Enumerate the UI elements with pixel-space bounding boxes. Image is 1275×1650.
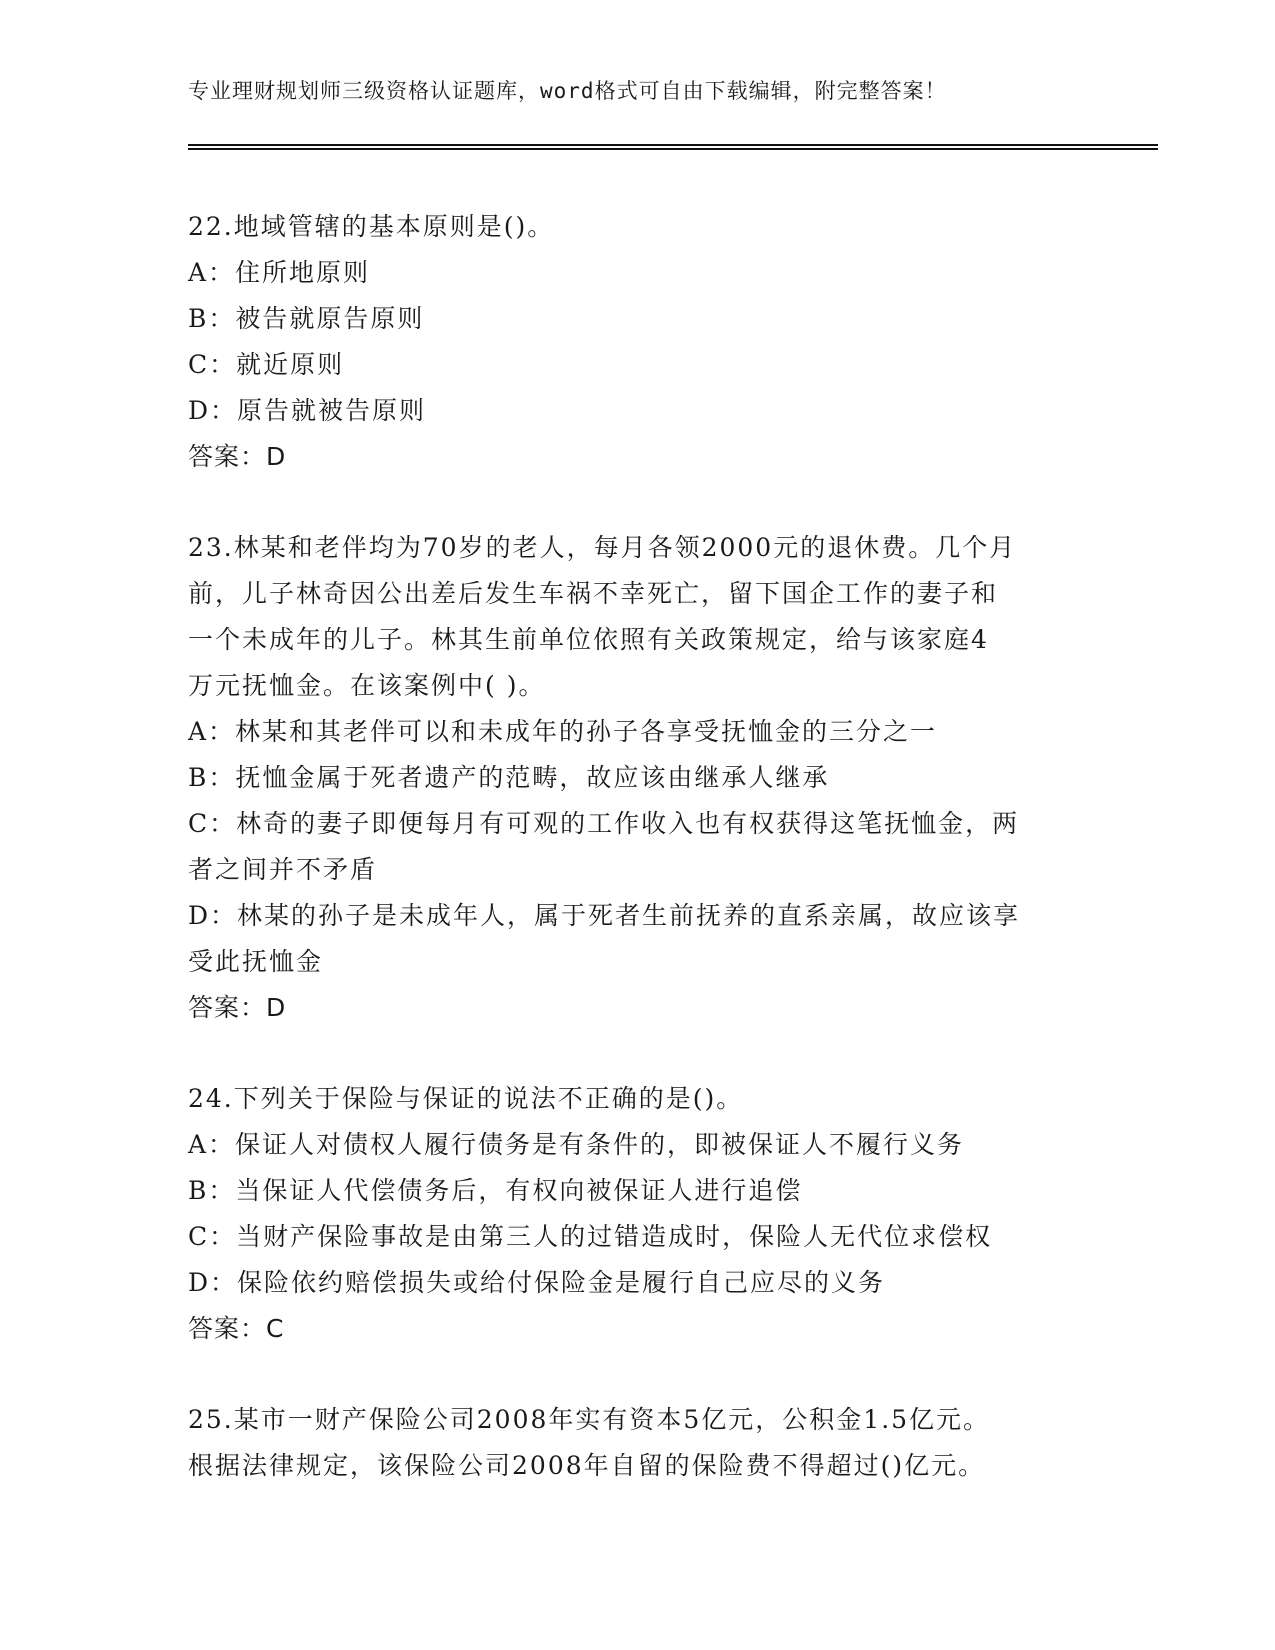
option-c: C：当财产保险事故是由第三人的过错造成时，保险人无代位求偿权 bbox=[188, 1222, 993, 1251]
question-list bbox=[188, 204, 1088, 1534]
question-stem: 25.某市一财产保险公司2008年实有资本5亿元，公积金1.5亿元。 bbox=[188, 1405, 991, 1434]
question-stem: 前，儿子林奇因公出差后发生车祸不幸死亡，留下国企工作的妻子和 bbox=[188, 579, 999, 608]
option-d-continued: 受此抚恤金 bbox=[188, 947, 324, 976]
question-25 bbox=[188, 1397, 1088, 1489]
question-24 bbox=[188, 1076, 1088, 1352]
option-a: A：住所地原则 bbox=[188, 258, 371, 287]
option-a: A：林某和其老伴可以和未成年的孙子各享受抚恤金的三分之一 bbox=[188, 717, 938, 746]
option-b: B：当保证人代偿债务后，有权向被保证人进行追偿 bbox=[188, 1176, 803, 1205]
answer-label: 答案：D bbox=[188, 442, 287, 471]
question-stem: 24.下列关于保险与保证的说法不正确的是()。 bbox=[188, 1084, 744, 1113]
answer-label: 答案：C bbox=[188, 1314, 285, 1343]
option-b: B：抚恤金属于死者遗产的范畴，故应该由继承人继承 bbox=[188, 763, 830, 792]
question-stem: 一个未成年的儿子。林其生前单位依照有关政策规定，给与该家庭4 bbox=[188, 625, 989, 654]
option-d: D：原告就被告原则 bbox=[188, 396, 427, 425]
header-divider bbox=[188, 144, 1158, 150]
question-stem: 22.地域管辖的基本原则是()。 bbox=[188, 212, 555, 241]
question-23 bbox=[188, 525, 1088, 1031]
option-c-continued: 者之间并不矛盾 bbox=[188, 855, 378, 884]
question-stem: 万元抚恤金。在该案例中( )。 bbox=[188, 671, 546, 700]
question-stem: 根据法律规定，该保险公司2008年自留的保险费不得超过()亿元。 bbox=[188, 1451, 986, 1480]
question-stem: 23.林某和老伴均为70岁的老人，每月各领2000元的退休费。几个月 bbox=[188, 533, 1017, 562]
question-22 bbox=[188, 204, 1088, 480]
option-a: A：保证人对债权人履行债务是有条件的，即被保证人不履行义务 bbox=[188, 1130, 965, 1159]
page-header: 专业理财规划师三级资格认证题库，word格式可自由下载编辑，附完整答案！ bbox=[188, 79, 947, 103]
option-d: D：保险依约赔偿损失或给付保险金是履行自己应尽的义务 bbox=[188, 1268, 886, 1297]
option-c: C：林奇的妻子即便每月有可观的工作收入也有权获得这笔抚恤金，两 bbox=[188, 809, 1020, 838]
option-c: C：就近原则 bbox=[188, 350, 345, 379]
option-b: B：被告就原告原则 bbox=[188, 304, 425, 333]
answer-label: 答案：D bbox=[188, 993, 287, 1022]
option-d: D：林某的孙子是未成年人，属于死者生前抚养的直系亲属，故应该享 bbox=[188, 901, 1021, 930]
